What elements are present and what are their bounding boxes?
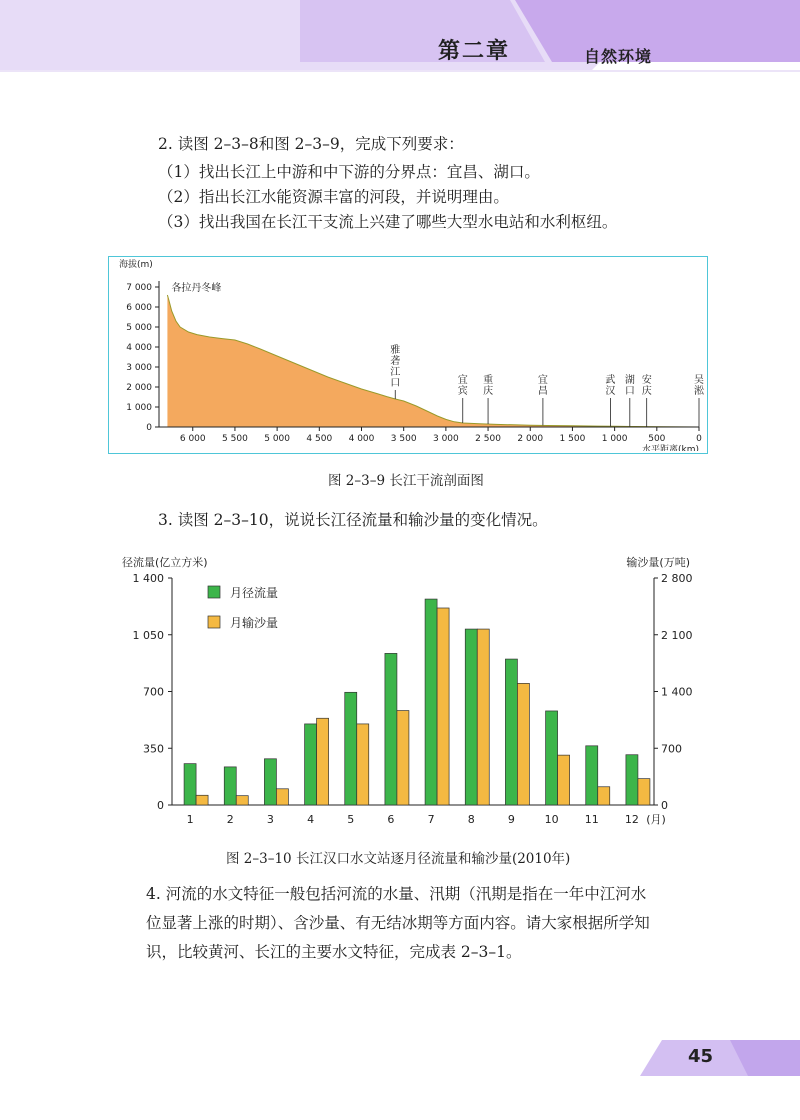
bar-sediment (517, 683, 529, 805)
bar-runoff (546, 711, 558, 805)
annotation-label: 宾 (457, 386, 468, 397)
annotation-label: 重 (483, 375, 494, 386)
bar-sediment (196, 795, 208, 805)
task2-item-2: （2）指出长江水能资源丰富的河段，并说明理由。 (158, 188, 509, 206)
task2-item-1: （1）找出长江上中游和中下游的分界点：宜昌、湖口。 (158, 163, 540, 181)
legend-label: 月输沙量 (230, 616, 279, 630)
bar-sediment (317, 718, 329, 805)
x-tick-label: 3 (266, 813, 274, 826)
annotation-label: 砻 (390, 356, 401, 367)
task4-line-2: 位显著上涨的时期）、含沙量、有无结冰期等方面内容。请大家根据所学知 (146, 914, 650, 932)
x-tick-label: 2 500 (475, 434, 501, 444)
bar-sediment (437, 608, 449, 805)
x-tick-label: 5 (347, 813, 355, 826)
figure1-caption: 图 2–3–9 长江干流剖面图 (328, 473, 484, 489)
x-tick-label: 1 500 (559, 434, 586, 444)
x-tick-label: 2 000 (517, 434, 544, 444)
task2-item-3: （3）找出我国在长江干支流上兴建了哪些大型水电站和水利枢纽。 (158, 213, 618, 231)
left-tick-label: 1 050 (132, 628, 164, 642)
x-tick-label: 4 (307, 813, 315, 826)
bar-sediment (598, 787, 610, 805)
left-axis-title: 径流量(亿立方米) (122, 556, 208, 569)
bar-runoff (224, 767, 236, 805)
bar-runoff (425, 599, 437, 805)
left-tick-label: 700 (143, 685, 164, 699)
x-tick-label: 4 500 (306, 434, 333, 444)
annotation-label: 湖 (624, 375, 635, 386)
right-tick-label: 2 800 (661, 572, 693, 585)
right-tick-label: 0 (661, 799, 668, 812)
annotation-label: 昌 (537, 386, 548, 397)
yangtze-profile-figure (108, 256, 708, 454)
bar-runoff (465, 629, 477, 805)
profile-area (167, 295, 699, 427)
x-tick-label: 2 (226, 813, 234, 826)
left-tick-label: 1 400 (132, 572, 164, 585)
bar-sediment (558, 755, 570, 805)
x-tick-label: 10 (544, 813, 559, 826)
hankou-hydrology-figure (118, 552, 694, 834)
bar-sediment (477, 629, 489, 805)
x-tick-label: 7 (427, 813, 435, 826)
bar-runoff (345, 692, 357, 805)
x-tick-label: 6 (387, 813, 395, 826)
annotation-label: 雅 (390, 345, 401, 356)
y-tick-label: 6 000 (126, 303, 152, 313)
bar-runoff (385, 653, 397, 805)
x-tick-label: 9 (507, 813, 515, 826)
bar-sediment (638, 779, 650, 805)
annotation-label: 吴 (694, 375, 704, 386)
right-tick-label: 1 400 (661, 685, 693, 699)
y-tick-label: 7 000 (126, 283, 152, 293)
x-tick-label: 5 000 (264, 434, 291, 444)
x-tick-label: 11 (584, 813, 599, 826)
yangtze-profile-chart (109, 257, 705, 451)
x-unit-label: (月) (646, 813, 666, 826)
x-tick-label: 5 500 (222, 434, 248, 444)
annotation-label: 淞 (694, 386, 704, 397)
x-tick-label: 3 000 (432, 434, 459, 444)
task2-intro: 2. 读图 2–3–8和图 2–3–9，完成下列要求： (158, 135, 464, 153)
y-tick-label: 0 (146, 423, 152, 433)
annotation-label: 各拉丹冬峰 (171, 283, 222, 294)
y-tick-label: 1 000 (126, 403, 152, 413)
right-axis-title: 输沙量(万吨) (626, 556, 690, 569)
y-tick-label: 5 000 (126, 323, 152, 333)
y-tick-label: 2 000 (126, 383, 152, 393)
figure2-caption: 图 2–3–10 长江汉口水文站逐月径流量和输沙量(2010年) (226, 851, 571, 867)
hankou-bar-chart (118, 552, 694, 834)
x-tick-label: 6 000 (179, 434, 206, 444)
left-tick-label: 0 (157, 799, 164, 812)
x-tick-label: 1 000 (601, 434, 628, 444)
legend-swatch (208, 586, 220, 598)
task3-text: 3. 读图 2–3–10，说说长江径流量和输沙量的变化情况。 (158, 511, 548, 529)
bar-sediment (357, 724, 369, 805)
annotation-label: 汉 (605, 386, 616, 397)
task4-line-3: 识，比较黄河、长江的主要水文特征，完成表 2–3–1。 (146, 943, 522, 961)
bar-runoff (505, 659, 517, 805)
bar-runoff (626, 755, 638, 805)
y-tick-label: 4 000 (126, 343, 152, 353)
annotation-label: 口 (624, 386, 635, 397)
annotation-label: 安 (641, 375, 652, 386)
x-tick-label: 8 (467, 813, 475, 826)
annotation-label: 口 (390, 378, 401, 389)
x-tick-label: 12 (624, 813, 639, 826)
chapter-title: 第二章 (438, 38, 511, 64)
annotation-label: 宜 (457, 375, 468, 386)
bar-sediment (397, 711, 409, 805)
chapter-header-banner (0, 0, 800, 72)
page-number-tab (640, 1036, 800, 1080)
annotation-label: 江 (390, 367, 401, 378)
annotation-label: 庆 (641, 386, 652, 397)
bar-runoff (586, 746, 598, 805)
x-axis-title: 水平距离(km) (641, 445, 699, 451)
right-tick-label: 700 (661, 742, 682, 756)
bar-sediment (276, 789, 288, 805)
right-tick-label: 2 100 (661, 628, 693, 642)
x-tick-label: 3 500 (390, 434, 417, 444)
section-title: 自然环境 (584, 47, 653, 66)
y-axis-title: 海拔(m) (119, 260, 153, 270)
x-tick-label: 0 (696, 434, 702, 444)
bar-runoff (184, 764, 196, 805)
bar-runoff (264, 759, 276, 805)
left-tick-label: 350 (143, 742, 164, 756)
bar-sediment (236, 796, 248, 805)
x-tick-label: 4 000 (348, 434, 375, 444)
bar-runoff (305, 724, 317, 805)
annotation-label: 宜 (537, 375, 548, 386)
x-tick-label: 1 (186, 813, 194, 826)
annotation-label: 武 (605, 375, 616, 386)
page-number: 45 (688, 1046, 714, 1067)
legend-swatch (208, 616, 220, 628)
x-tick-label: 500 (648, 434, 666, 444)
y-tick-label: 3 000 (126, 363, 152, 373)
legend-label: 月径流量 (230, 586, 279, 600)
task4-line-1: 4. 河流的水文特征一般包括河流的水量、汛期（汛期是指在一年中江河水 (146, 885, 647, 903)
annotation-label: 庆 (483, 386, 494, 397)
